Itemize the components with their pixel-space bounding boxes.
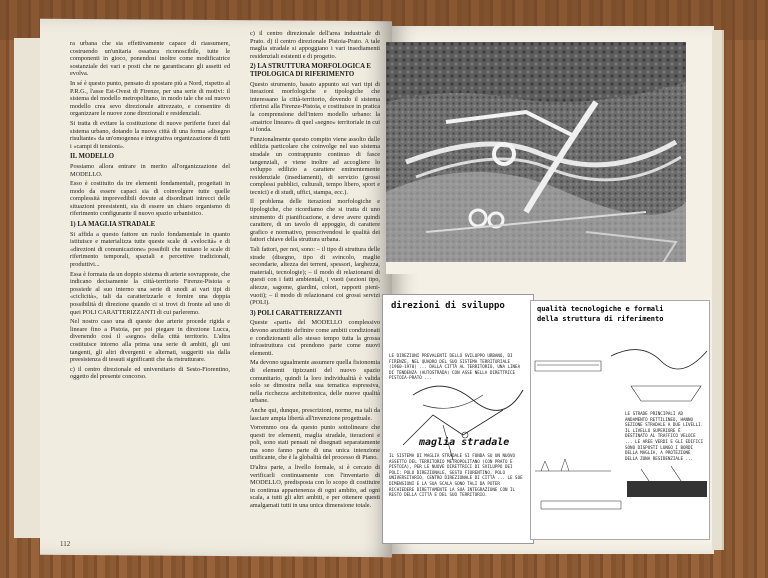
paragraph: Anche qui, dunque, prescrizioni, norme, ma tali da lasciare ampia libertà all'invenzione progettuale. [250,406,380,422]
map-title-bottom: maglia stradale [419,437,510,448]
paragraph: In sé è questo punto, pensato di spostare più a Nord, rispetto al P.R.G., l'asse Est-Ovest di Firenze, per una serie di motivi: il sistema del modello metropolitano, in modo tale che sul nuovo modello crea sevo direzionale attrezzato, e consentire di organizzare le nuove zone direzionali e residenziali. [70,79,230,118]
paragraph: Il problema delle iterazioni morfologiche e tipologiche, che ricordiamo che si tratta di uno strumento di pianificazione, e deve avere quindi carattere, di un tavolo di appoggio, di carattere grafico e normativo, prescrivendosi le qualità dei fattori chiave della struttura urbana. [250,198,380,244]
quality-notes: LE STRADE PRINCIPALI AD ANDAMENTO RETTILINEO, HANNO SEZIONE STRADALE A DUE LIVELLI. IL LIVELLO SUPERIORE È DESTINATO AL TRAFFICO VELOCE ... LE AREE VERDI E GLI EDIFICI SONO DISPOSTI LUNGO I BORDI DELLA MAGLIA, A PROTEZIONE DELLA ZONA RESIDENZIALE ... [625,411,704,461]
map-notes-top: LE DIREZIONI PREVALENTI DELLO SVILUPPO URBANO, DI FIRENZE, NEL QUADRO DEL SUO SISTEMA TERRITORIALE (1960-1970) ... DALLA CITTÀ AL TERRITORIO, UNA LINEA DI TENDENZA (AUTOSTRADA) CON ASSE NELLA DIRETTRICE PISTOIA-PRATO ... [389,353,521,381]
paragraph: Queste «parti» del MODELLO complessivo devono anzitutto definire come ambiti condizionati e condizionanti allo stesso tempo tutta la grossa infrastruttura cui prendono parte come nuovi elementi. [250,319,380,357]
paragraph: Funzionalmente questo compito viene assolto dalle edilizia particolare che coinvolge nel suo sistema stradale un contrappunto continuo di fasce tangenziali, e viene inoltre ad accogliere lo sviluppo edilizio a carattere eminentemente residenziale (insediamenti), di servizio (grossi complessi pubblici, culturali, tempo libero, sport e tecnici) e di studi, uffici, stampa, ecc.). [250,135,380,196]
aerial-model-photo [386,42,686,274]
paragraph: Nel nostro caso una di queste due arterie procede rigida e lineare fino a Pistoia, per poi piegare in direzione Lucca, divenendo così il «segno» della città territorio. L'altra costituisce intorno alla prima una serie di ambiti, gli uni tangenti, gli altri divergenti e alternati, suggeriti sia dalla preesistenza di tessuti significanti che da ristrutturare. [70,318,230,364]
section-heading: 2) LA STRUTTURA MORFOLOGICA E TIPOLOGICA DI RIFERIMENTO [250,63,371,78]
paragraph: Possiamo allora entrare in merito all'organizzazione del MODELLO. [70,162,230,178]
paragraph: Essa è formata da un doppio sistema di arterie sovrapposte, che indicano decisamente la città-territorio Firenze-Pistoia e possiede al suo interno una serie di snodi ai vari tipi di «ciclicità», tali da caratterizzarle e fornire una doppia possibilità di direzione quando ci si trovi di fronte ad uno di quei POLI CARATTERIZZANTI di cui parleremo. [70,270,230,316]
page-number: 112 [60,540,71,548]
paragraph: Questo strumento, basato appunto sui vari tipi di iterazioni morfologiche e tipologiche che interessano la città-territorio, dovendo il sistema riferirsi alla Firenze-Pistoia, e costituisce in pratica la comprensione dell'intero modello urbano: la «matrice lineare» di quel «segno» territoriale in cui si fonda. [250,80,380,134]
left-column-a [70,40,230,540]
road-network-sketch [383,295,533,543]
paragraph: Si tratta di evitare la costituzione di nuove periferie fuori dal sistema urbano, dotando la nuova città di una forma «disegno risultante» da un'omogenea e integrativa organizzazione di tutti i «campi di tensioni». [70,119,230,150]
quality-title-line2: della struttura di riferimento [537,315,664,323]
paragraph: Ma devono ugualmente assumere quella fisionomia di elementi tipizzanti del nuovo spazio comunitario, quindi la loro individualità è valida solo se dimostra nella sua tematica espressiva, nella ricchezza architettonica, delle nuove qualità urbane. [250,359,380,405]
section-heading: 3) POLI CARATTERIZZANTI [250,309,343,317]
map-title-top: direzioni di sviluppo [391,301,505,311]
left-column-b [250,30,380,540]
page-stack-right [712,30,722,550]
development-map-panel [382,294,534,544]
section-heading: 1) LA MAGLIA STRADALE [70,221,156,229]
paragraph: c) il centro direzionale ed universitario di Sesto-Fiorentino, oggetto del presente concorso. [70,365,230,381]
quality-title-line1: qualità tecnologiche e formali [537,305,664,313]
paragraph: Vorremmo ora da questo punto sottolineare che questi tre elementi, maglia stradale, iterazioni e poli, sono stati pensati né disegnati separatamente ma sono fanno parte di una unica intenzione unificante, che è la globalità del processo di Piano. [250,424,380,462]
paragraph: Esso è costituito da tre elementi fondamentali, progettati in modo da essere capaci sia di coinvolgere tutte quelle complessità imprevedibili dovute ai disordinati intrecci delle situazioni preesistenti, sia di essere un chiaro organismo di riferimento configurante il nuovo spazio urbanistico. [70,180,230,218]
paragraph: D'altra parte, a livello formale, si è cercato di verificarli continuamente con l'inventario di MODELLO, predisposta con lo scopo di costituire in continua appartenenza di ogni ambito, ad ogni scala, a tutti gli altri ambiti, e per ottenere questi amalgamati tutti in una unica dimensione totale. [250,464,380,510]
quality-panel [530,300,710,540]
section-heading: IL MODELLO [70,153,115,161]
paragraph: ra urbana che sia effettivamente capace di riassumere, costruendo un'unitaria ossatura riconoscibile, tutte le componenti in gioco, ponendosi inoltre come modificatrice sostanziale dei vari e posti che ne garantiscano gli assetti ed evolva. [70,40,230,78]
paragraph: c) il centro direzionale dell'area industriale di Prato. d) il centro direzionale Pistoia-Prato. A tale maglia stradale si appoggiano i vari insediamenti residenziali esistenti e di progetto. [250,30,380,60]
paragraph: Si affida a questo fattore un ruolo fondamentale in quanto istituisce e materializza tutte queste scale di «velocità» e di «direzioni di comunicazione» possibili che mutano le scale di riferimento temporali, spaziali e percettive tradizionali, produttivi... [70,230,230,269]
paragraph: Tali fattori, per noi, sono: – il tipo di struttura delle strade (disegno, tipo di svincolo, maglie secondarie, altezza dei terreni, spessori, larghezza, materiali, tecnologie); – il modo di relazionarsi di questi con i fatti ambientali, i vuoti (sezioni tipo, altezze, sagome, giardini, colori, rapporti pieni-vuoti); – il modo di relazionarsi coi grossi servizi (POLI). [250,246,380,307]
map-notes-bottom: IL SISTEMA DI MAGLIA STRADALE SI FONDA SU UN NUOVO ASSETTO DEL TERRITORIO METROPOLITANO (CON PRATO E PISTOIA), PER LE NUOVE DIRETTRICI DI SVILUPPO DEI POLI: POLO DIREZIONALE, SESTO FIORENTINO, POLO UNIVERSITARIO, CENTRO DIREZIONALE DI CITTÀ ... LE SUE DIMENSIONI E LA SUA SCALA SONO TALI DA POTER RICHIEDERE DIRETTAMENTE LA SUA INTEGRAZIONE CON IL RESTO DELLA CITTÀ E DEL SUO TERRITORIO. [389,453,523,498]
